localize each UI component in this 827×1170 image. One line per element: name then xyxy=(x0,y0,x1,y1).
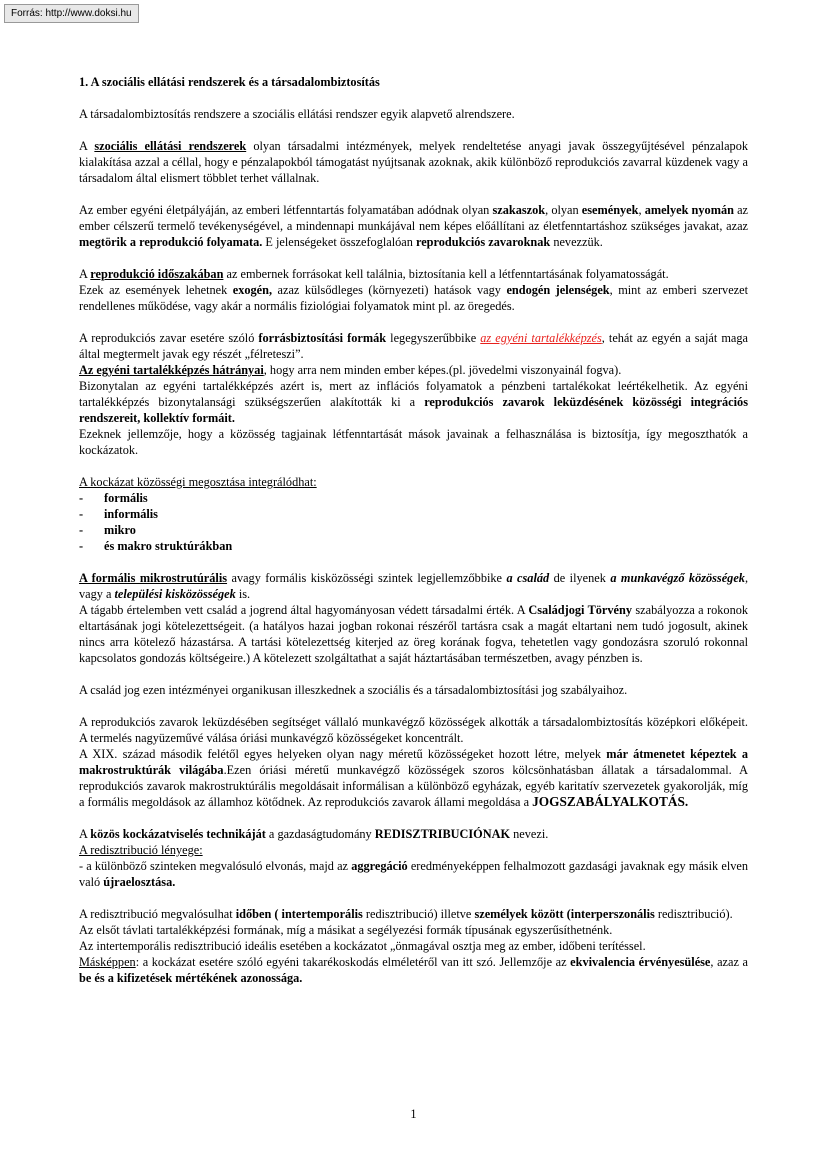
list-item: - formális xyxy=(79,490,748,506)
paragraph-formal-micro: A formális mikrostrutúrális avagy formális kisközösségi szintek legjellemzőbbike a család de ilyenek a munkavégző közösségek, vagy a települési kisközösségek is. A tágabb értelemben vett család a jogrend által hagyományosan védett társadalmi érték. A Családjogi Törvény szabályozza a rokonok eltartásának jogi kötelezettségeit. (a hatályos hazai jogban rokonai részéről tartásra csak a magát eltartani nem tudó jogosult, akinek nincs arra kötelező házastársa. A tartási kötelezettség kiterjed az öreg korának fogva, tehetetlen vagy gondozásra szoruló rokonnal kapcsolatos gondozás költségeire.) A kötelezett szolgáltathat a saját háztartásában természetben, avagy pénzben is. xyxy=(79,571,749,665)
paragraph-family-law: A család jog ezen intézményei organikusan illeszkednek a szociális és a társadalombiztosítási jog szabályaihoz. xyxy=(79,683,628,697)
paragraph-reproduction-period: A reprodukció időszakában az embernek forrásokat kell találnia, biztosítania kell a létfenntartásának folyamatosságát. Ezek az események lehetnek exogén, azaz külsődleges (környezeti) hatások vagy endogén jelenségek, mint az emberi szervezet rendellenes működése, vagy akár a normális fiziológiai folyamatok mint pl. az öregedés. xyxy=(79,267,749,313)
list-item: - mikro xyxy=(79,522,748,538)
paragraph-definition: A szociális ellátási rendszerek olyan társadalmi intézmények, melyek rendeltetése anyagi javak összegyűjtésével pénzalapok kialakítása azzal a céllal, hogy e pénzalapokból támogatást nyújtsanak azoknak, akik különböző reprodukciós zavarral küzdenek vagy a társadalom által elismert többlet terhet vállalnak. xyxy=(79,139,748,185)
list-item: - informális xyxy=(79,506,748,522)
source-label: Forrás: http://www.doksi.hu xyxy=(4,4,139,23)
paragraph-individual-reserves: A reprodukciós zavar esetére szóló forrásbiztosítási formák legegyszerűbbike az egyéni tartalékképzés, tehát az egyén a saját maga által megtermelt javak egy részét „félreteszi”. Az egyéni tartalékképzés hátrányai, hogy arra nem minden ember képes.(pl. jövedelmi viszonyainál fogva). Bizonytalan az egyéni tartalékképzés azért is, mert az inflációs folyamatok a pénzbeni tartalékokat leértékelhetik. Az egyéni tartalékképzés bizonytalansági szükségszerűen alakították ki a reprodukciós zavarok leküzdésének közösségi integrációs rendszereit, kollektív formáit. Ezeknek jellemzője, hogy a közösség tagjainak létfenntartását mások javainak a felhasználása is biztosítja, így megoszthatók a kockázatok. xyxy=(79,331,748,457)
list-title: A kockázat közösségi megosztása integrálódhat: xyxy=(79,475,317,489)
term-szocialis-ellatasi: szociális ellátási rendszerek xyxy=(94,139,247,153)
paragraph-redistribution: A közös kockázatviselés technikáját a gazdaságtudomány REDISZTRIBUCIÓNAK nevezi. A redisztribució lényege: - a különböző szinteken megvalósuló elvonás, majd az aggregáció eredményeképpen felhalmozott gazdasági javaknak egy másik elven való újraelosztása. xyxy=(79,827,749,889)
section-heading: 1. A szociális ellátási rendszerek és a társadalombiztosítás xyxy=(79,75,380,89)
highlight-egyeni-tartalekkepzes: az egyéni tartalékképzés xyxy=(480,331,602,345)
page-number: 1 xyxy=(410,1107,417,1121)
paragraph-intro: A társadalombiztosítás rendszere a szociális ellátási rendszer egyik alapvető alrendszere. xyxy=(79,107,515,121)
integration-list xyxy=(79,490,748,554)
paragraph-work-communities: A reprodukciós zavarok leküzdésében segítséget vállaló munkavégző közösségek alkották a társadalombiztosítás középkori előképeit. A termelés nagyüzeművé válása óriási munkavégző közösségeket koncentrált. A XIX. század második felétől egyes helyeken olyan nagy méretű közösségeket hozott létre, melyek már átmenetet képeztek a makrostruktúrák világába.Ezen óriási méretű munkavégző közösségek szoros kölcsönhatásban állatak a társadalommal. A reprodukciós zavarok makrostruktúrális megoldásait informálisan a különböző egyházak, egyéb karitatív szervezetek gyakorolják, míg a formális megoldások az államhoz kötődnek. Az reprodukciós zavarok állami megoldása a JOGSZABÁLYALKOTÁS. xyxy=(79,715,749,809)
list-item: - és makro struktúrákban xyxy=(79,538,748,554)
paragraph-intertemporal: A redisztribució megvalósulhat időben ( intertemporális redisztribució) illetve személyek között (interperszonális redisztribució). Az elsőt távlati tartalékképzési formának, míg a másikat a segélyezési formák típusának egyszerűsíthetnénk. Az intertemporális redisztribució ideális esetében a kockázatot „önmagával osztja meg az ember, időbeni terítéssel. Másképpen: a kockázat esetére szóló egyéni takarékoskodás elméletéről van itt szó. Jellemzője az ekvivalencia érvényesülése, azaz a be és a kifizetések mértékének azonossága. xyxy=(79,907,748,985)
document-page xyxy=(79,74,748,986)
paragraph-reproduction-disorder: Az ember egyéni életpályáján, az emberi létfenntartás folyamatában adódnak olyan szakaszok, olyan események, amelyek nyomán az ember célszerű termelő tevékenységével, a mindennapi munkájával nem képes előállítani az életfenntartáshoz szükséges javakat, azaz megtörik a reprodukció folyamata. E jelenségeket összefoglalóan reprodukciós zavaroknak nevezzük. xyxy=(79,203,748,249)
